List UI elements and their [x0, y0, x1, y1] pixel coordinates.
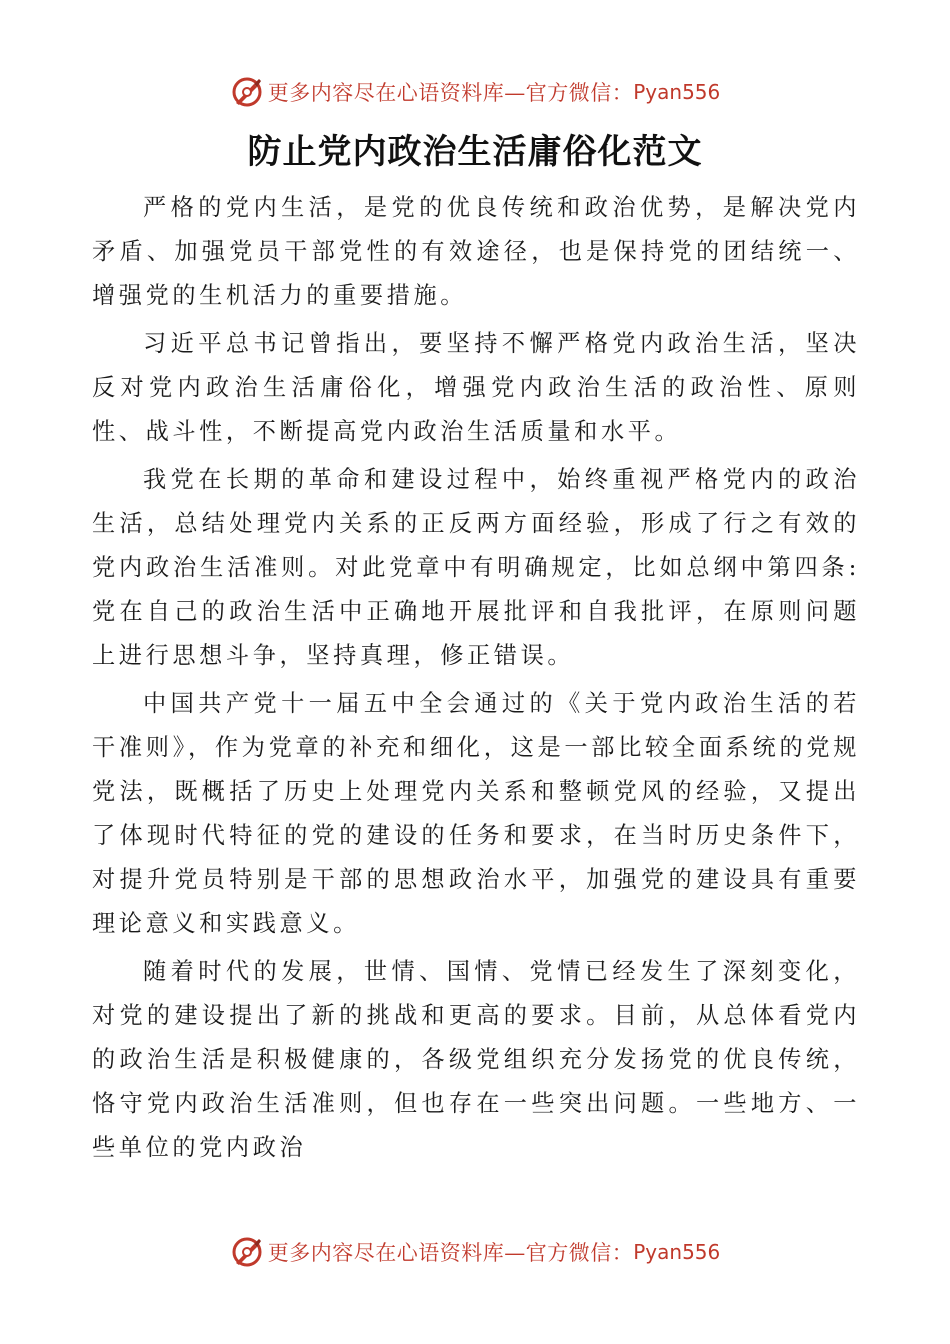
document-title: 防止党内政治生活庸俗化范文	[247, 132, 703, 172]
document-body	[92, 186, 860, 1174]
footer-wechat-id: Pyan556	[633, 1240, 721, 1264]
paragraph-3: 我党在长期的革命和建设过程中，始终重视严格党内的政治生活，总结处理党内关系的正反两方面经验，形成了行之有效的党内政治生活准则。对此党章中有明确规定，比如总纲中第四条:党在自己的政治生活中正确地开展批评和自我批评，在原则问题上进行思想斗争，坚持真理，修正错误。	[92, 466, 860, 669]
header-banner-text: 更多内容尽在心语资料库—官方微信：	[267, 81, 634, 105]
footer-banner-text: 更多内容尽在心语资料库—官方微信：	[267, 1241, 634, 1265]
footer-banner	[0, 1232, 950, 1272]
header-banner	[0, 72, 950, 112]
paragraph-4: 中国共产党十一届五中全会通过的《关于党内政治生活的若干准则》，作为党章的补充和细化，这是一部比较全面系统的党规党法，既概括了历史上处理党内关系和整顿党风的经验，又提出了体现时代特征的党的建设的任务和要求，在当时历史条件下，对提升党员特别是干部的思想政治水平，加强党的建设具有重要理论意义和实践意义。	[92, 690, 860, 937]
paragraph-2: 习近平总书记曾指出，要坚持不懈严格党内政治生活，坚决反对党内政治生活庸俗化，增强党内政治生活的政治性、原则性、战斗性，不断提高党内政治生活质量和水平。	[92, 330, 860, 445]
paragraph-1: 严格的党内生活，是党的优良传统和政治优势，是解决党内矛盾、加强党员干部党性的有效途径，也是保持党的团结统一、增强党的生机活力的重要措施。	[92, 194, 860, 309]
pen-circle-logo-icon	[230, 1235, 264, 1269]
pen-circle-logo-icon	[230, 75, 264, 109]
paragraph-5: 随着时代的发展，世情、国情、党情已经发生了深刻变化，对党的建设提出了新的挑战和更高的要求。目前，从总体看党内的政治生活是积极健康的，各级党组织充分发扬党的优良传统，恪守党内政治生活准则，但也存在一些突出问题。一些地方、一些单位的党内政治	[92, 958, 860, 1161]
header-wechat-id: Pyan556	[633, 80, 721, 104]
